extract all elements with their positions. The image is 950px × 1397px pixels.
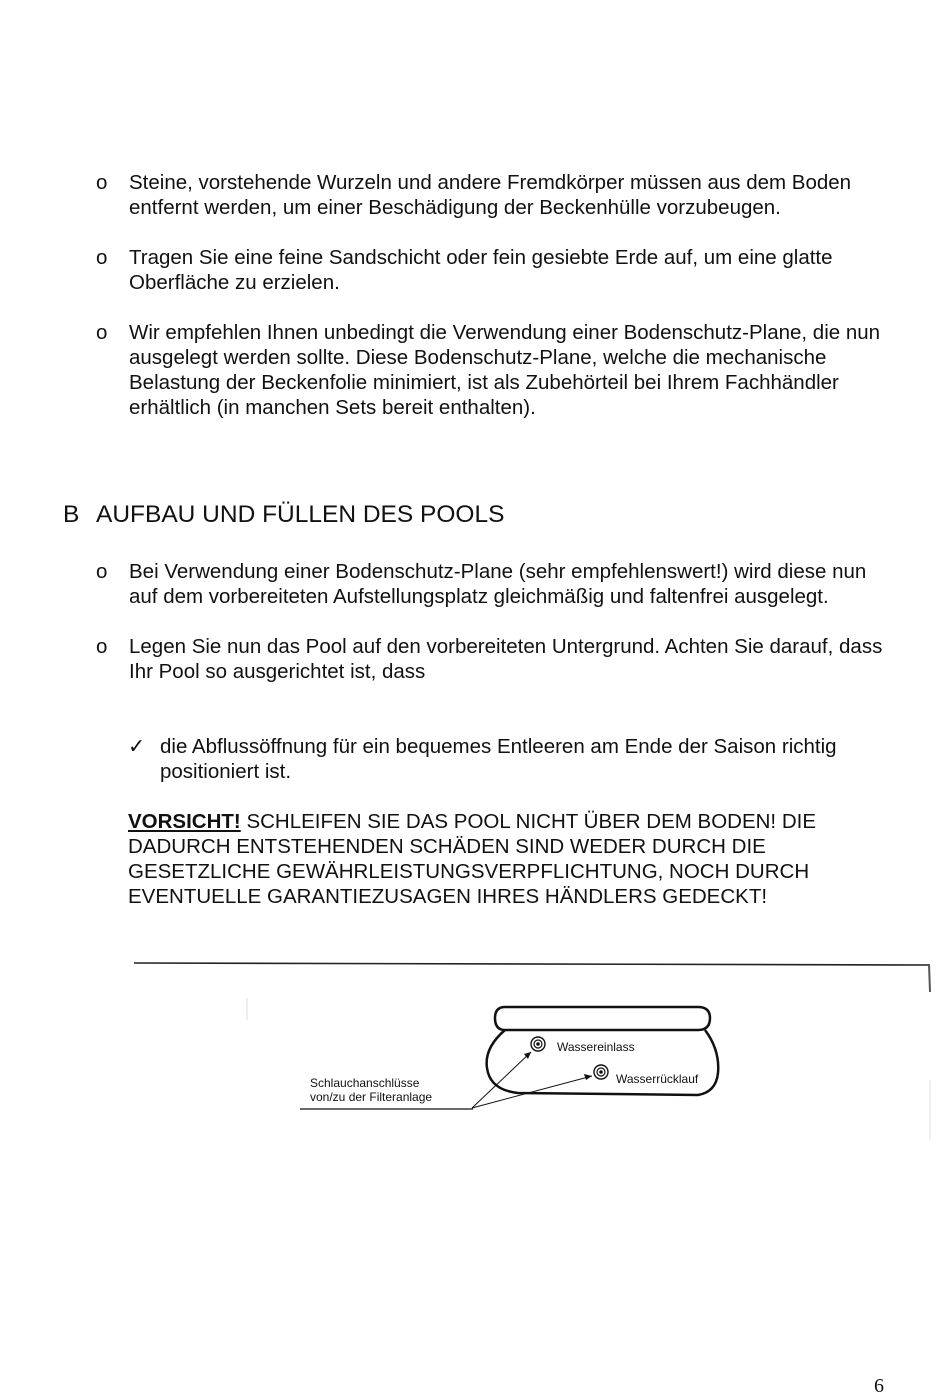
warning-label: VORSICHT! xyxy=(128,810,241,833)
return-label: Wasserrücklauf xyxy=(616,1072,699,1086)
list-item xyxy=(96,559,896,609)
pool-connection-diagram xyxy=(0,940,950,1140)
bullet-marker: o xyxy=(96,321,108,344)
inlet-fitting-icon xyxy=(531,1037,545,1051)
list-item-text: Tragen Sie eine feine Sandschicht oder fein gesiebte Erde auf, um eine glatte Oberfläche zu erzielen. xyxy=(129,246,833,294)
checklist-item-text: die Abflussöffnung für ein bequemes Entleeren am Ende der Saison richtig positioniert ist. xyxy=(160,735,837,783)
scan-edge-mark xyxy=(929,964,930,992)
list-item-text: Steine, vorstehende Wurzeln und andere Fremdkörper müssen aus dem Boden entfernt werden, um einer Beschädigung der Beckenhülle vorzubeugen. xyxy=(129,171,852,219)
inlet-label: Wassereinlass xyxy=(557,1040,635,1054)
warning-notice xyxy=(128,809,908,909)
section-letter: B xyxy=(63,501,80,528)
list-item-text: Wir empfehlen Ihnen unbedingt die Verwendung einer Bodenschutz-Plane, die nun ausgelegt werden sollte. Diese Bodenschutz-Plane, welche die mechanische Belastung der Beckenfolie minimiert, ist als Zubehörteil bei Ihrem Fachhändler erhältlich (in manchen Sets bereit enthalten). xyxy=(129,321,881,419)
return-fitting-icon xyxy=(594,1065,608,1079)
bullet-marker: o xyxy=(96,171,108,194)
list-item-text: Bei Verwendung einer Bodenschutz-Plane (sehr empfehlenswert!) wird diese nun auf dem vorbereiteten Aufstellungsplatz gleichmäßig und faltenfrei ausgelegt. xyxy=(129,560,867,608)
bullet-marker: o xyxy=(96,635,108,658)
list-item-text: Legen Sie nun das Pool auf den vorbereiteten Untergrund. Achten Sie darauf, dass Ihr Pool so ausgerichtet ist, dass xyxy=(129,635,883,683)
checklist-item xyxy=(128,734,940,784)
intro-bullet-list xyxy=(96,170,896,445)
warning-text: SCHLEIFEN SIE DAS POOL NICHT ÜBER DEM BODEN! DIE DADURCH ENTSTEHENDEN SCHÄDEN SIND WEDER DURCH DIE GESETZLICHE GEWÄHRLEISTUNGSVERPFLICHTUNG, NOCH DURCH EVENTUELLE GARANTIEZUSAGEN IHRES HÄNDLERS GEDECKT! xyxy=(128,810,817,908)
figure-top-rule xyxy=(134,963,930,965)
section-heading xyxy=(63,500,504,530)
list-item xyxy=(96,634,896,684)
section-bullet-list xyxy=(96,559,896,709)
checkmark-icon: ✓ xyxy=(128,735,146,758)
page-number: 6 xyxy=(874,1375,884,1397)
bullet-marker: o xyxy=(96,246,108,269)
bullet-marker: o xyxy=(96,560,108,583)
section-title: AUFBAU UND FÜLLEN DES POOLS xyxy=(96,501,505,528)
hose-label-line-1: Schlauchanschlüsse xyxy=(310,1076,420,1090)
list-item xyxy=(96,170,896,220)
return-arrowhead xyxy=(584,1074,592,1080)
return-pointer-line xyxy=(472,1076,592,1108)
list-item xyxy=(96,245,896,295)
list-item xyxy=(96,320,896,420)
inlet-pointer-line xyxy=(472,1052,531,1108)
hose-label-line-2: von/zu der Filteranlage xyxy=(310,1090,433,1104)
pool-rim xyxy=(495,1007,710,1030)
